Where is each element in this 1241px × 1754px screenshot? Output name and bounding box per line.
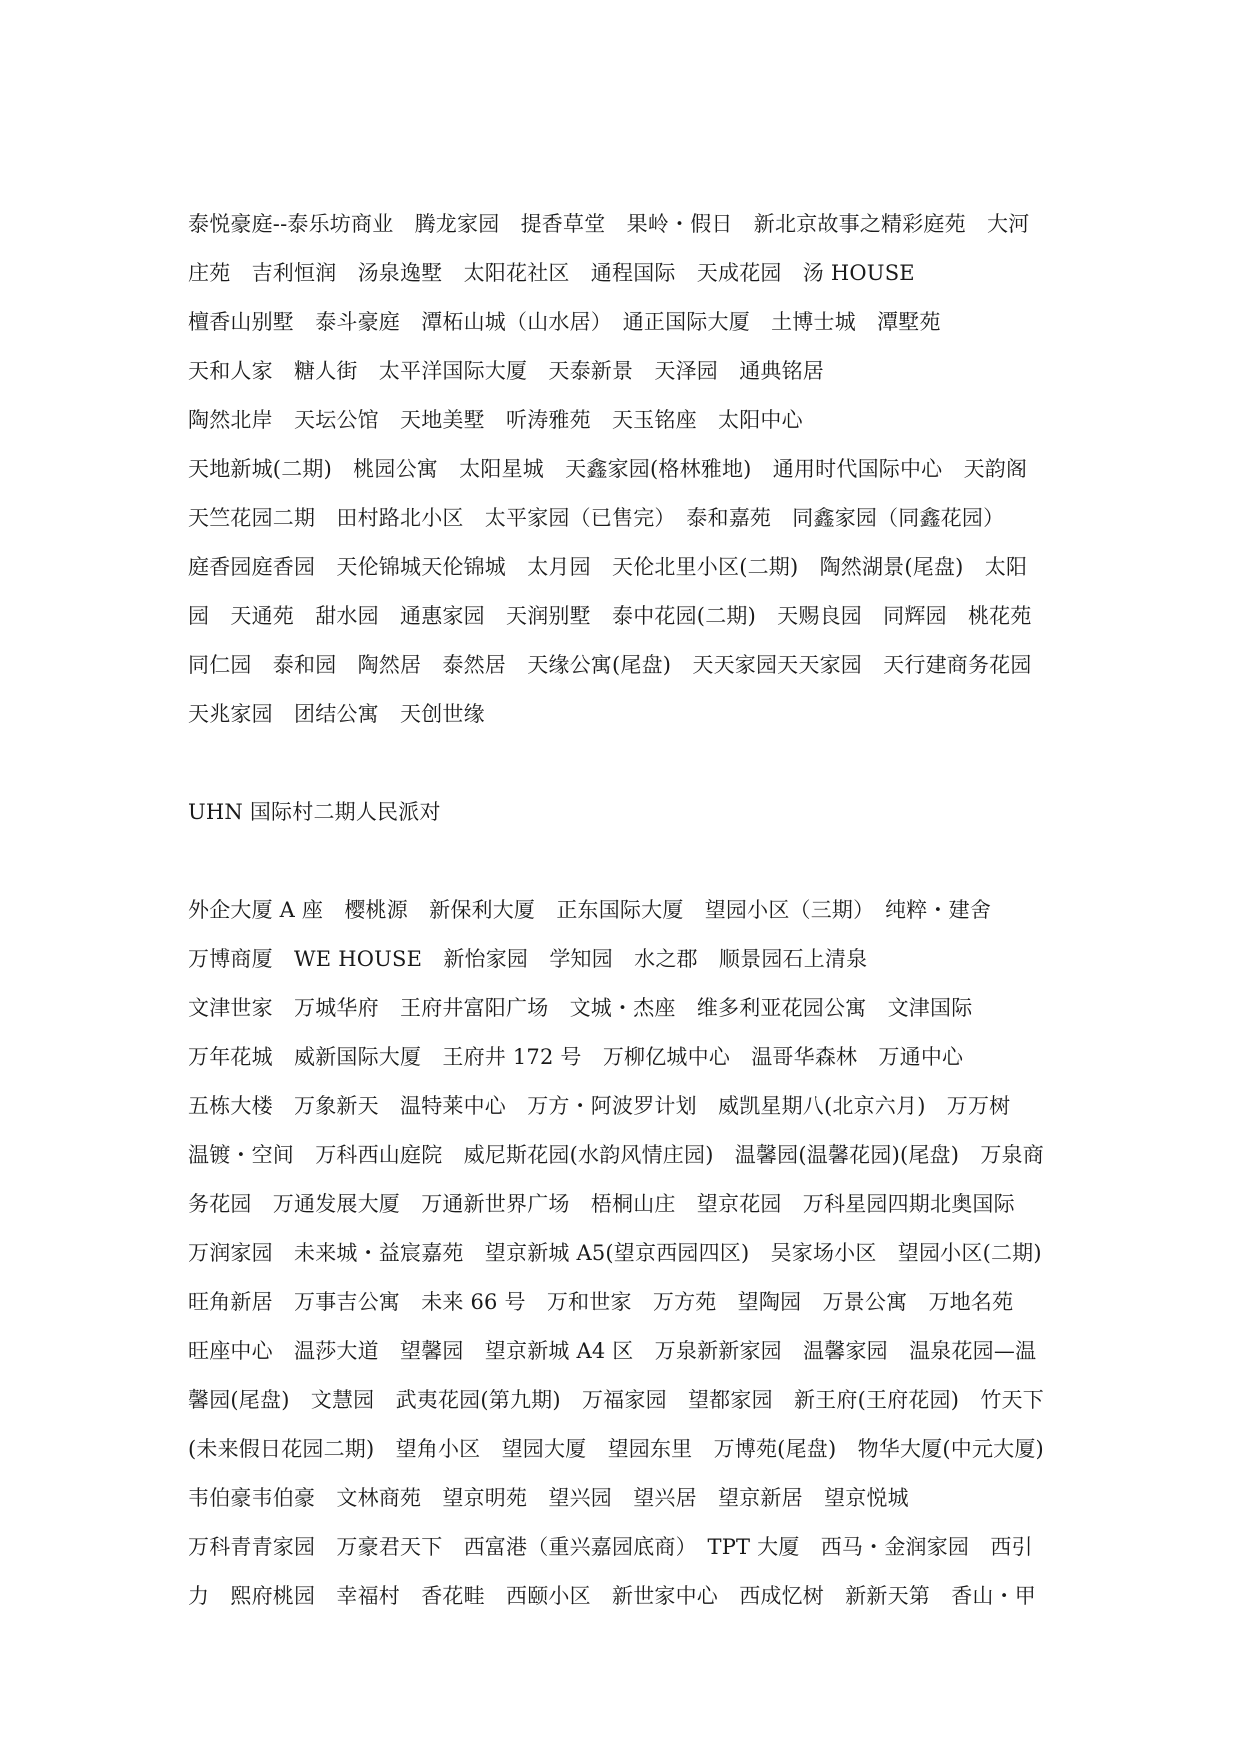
- text-line: 天和人家 糖人街 太平洋国际大厦 天泰新景 天泽园 通典铭居: [188, 359, 824, 383]
- text-line: 五栋大楼 万象新天 温特莱中心 万方・阿波罗计划 威凯星期八(北京六月) 万万树: [188, 1094, 1011, 1118]
- text-line: 庄苑 吉利恒润 汤泉逸墅 太阳花社区 通程国际 天成花园 汤 HOUSE: [188, 261, 915, 285]
- text-line: 外企大厦 A 座 樱桃源 新保利大厦 正东国际大厦 望园小区（三期） 纯粹・建舍: [188, 898, 992, 922]
- document-body: [188, 200, 1068, 1621]
- text-line: 万润家园 未来城・益宸嘉苑 望京新城 A5(望京西园四区) 吴家场小区 望园小区(二期): [188, 1241, 1042, 1265]
- text-line: 务花园 万通发展大厦 万通新世界广场 梧桐山庄 望京花园 万科星园四期北奥国际: [188, 1192, 1015, 1216]
- text-line: 万科青青家园 万豪君天下 西富港（重兴嘉园底商） TPT 大厦 西马・金润家园 西引: [188, 1535, 1033, 1559]
- text-line: 天地新城(二期) 桃园公寓 太阳星城 天鑫家园(格林雅地) 通用时代国际中心 天韵阁: [188, 457, 1028, 481]
- text-line: 万年花城 威新国际大厦 王府井 172 号 万柳亿城中心 温哥华森林 万通中心: [188, 1045, 964, 1069]
- text-line: 陶然北岸 天坛公馆 天地美墅 听涛雅苑 天玉铭座 太阳中心: [188, 408, 803, 432]
- text-line: 力 熙府桃园 幸福村 香花畦 西颐小区 新世家中心 西成忆树 新新天第 香山・甲: [188, 1584, 1036, 1608]
- text-line: 旺角新居 万事吉公寓 未来 66 号 万和世家 万方苑 望陶园 万景公寓 万地名苑: [188, 1290, 1014, 1314]
- text-line: 旺座中心 温莎大道 望馨园 望京新城 A4 区 万泉新新家园 温馨家园 温泉花园—温: [188, 1339, 1037, 1363]
- text-line: 天竺花园二期 田村路北小区 太平家园（已售完） 泰和嘉苑 同鑫家园（同鑫花园）: [188, 506, 1005, 530]
- text-line: 韦伯豪韦伯豪 文林商苑 望京明苑 望兴园 望兴居 望京新居 望京悦城: [188, 1486, 909, 1510]
- property-list-block-1: [188, 200, 1068, 739]
- text-line: 天兆家园 团结公寓 天创世缘: [188, 702, 485, 726]
- text-line: 园 天通苑 甜水园 通惠家园 天润别墅 泰中花园(二期) 天赐良园 同辉园 桃花苑: [188, 604, 1032, 628]
- text-line: 馨园(尾盘) 文慧园 武夷花园(第九期) 万福家园 望都家园 新王府(王府花园) 竹天下: [188, 1388, 1044, 1412]
- text-line: 泰悦豪庭--泰乐坊商业 腾龙家园 提香草堂 果岭・假日 新北京故事之精彩庭苑 大河: [188, 212, 1030, 236]
- text-line: 同仁园 泰和园 陶然居 泰然居 天缘公寓(尾盘) 天天家园天天家园 天行建商务花园: [188, 653, 1032, 677]
- spacer: [188, 837, 1068, 886]
- text-line: (未来假日花园二期) 望角小区 望园大厦 望园东里 万博苑(尾盘) 物华大厦(中元大厦): [188, 1437, 1044, 1461]
- section-heading: UHN 国际村二期人民派对: [188, 800, 441, 824]
- text-line: 万博商厦 WE HOUSE 新怡家园 学知园 水之郡 顺景园石上清泉: [188, 947, 868, 971]
- text-line: 文津世家 万城华府 王府井富阳广场 文城・杰座 维多利亚花园公寓 文津国际: [188, 996, 973, 1020]
- property-list-block-2: [188, 886, 1068, 1621]
- text-line: 温镀・空间 万科西山庭院 威尼斯花园(水韵风情庄园) 温馨园(温馨花园)(尾盘) 万泉商: [188, 1143, 1044, 1167]
- text-line: 庭香园庭香园 天伦锦城天伦锦城 太月园 天伦北里小区(二期) 陶然湖景(尾盘) 太阳: [188, 555, 1028, 579]
- spacer: [188, 739, 1068, 788]
- text-line: 檀香山别墅 泰斗豪庭 潭柘山城（山水居） 通正国际大厦 土博士城 潭墅苑: [188, 310, 941, 334]
